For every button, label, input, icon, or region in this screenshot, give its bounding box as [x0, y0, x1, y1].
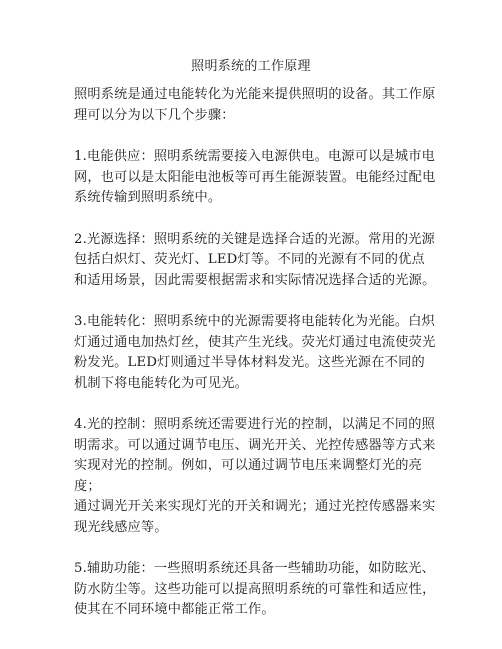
paragraph-light-control: 4.光的控制：照明系统还需要进行光的控制，以满足不同的照 明需求。可以通过调节电压、调光开关、光控传感器等方式来 实现对光的控制。例如，可以通过调节电压来调整灯光的亮度； 通过调光开关来实现灯光的开关和调光；通过光控传感器来实 现光线感应等。 — [74, 417, 436, 535]
paragraph-power-supply: 1.电能供应：照明系统需要接入电源供电。电源可以是城市电 网，也可以是太阳能电池板等可再生能源装置。电能经过配电 系统传输到照明系统中。 — [74, 149, 436, 205]
paragraph-light-source: 2.光源选择：照明系统的关键是选择合适的光源。常用的光源 包括白炽灯、荧光灯、LED灯等。不同的光源有不同的优点 和适用场景，因此需要根据需求和实际情况选择合适的光源。 — [74, 231, 436, 288]
paragraph-intro: 照明系统是通过电能转化为光能来提供照明的设备。其工作原 理可以分为以下几个步骤： — [74, 87, 436, 123]
document-body — [74, 85, 438, 642]
document-title: 照明系统的工作原理 — [191, 59, 311, 74]
paragraph-auxiliary-functions: 5.辅助功能：一些照明系统还具备一些辅助功能，如防眩光、 防水防尘等。这些功能可以提高照明系统的可靠性和适应性， 使其在不同环境中都能正常工作。 — [74, 561, 436, 617]
paragraph-energy-conversion: 3.电能转化：照明系统中的光源需要将电能转化为光能。白炽 灯通过通电加热灯丝，使其产生光线。荧光灯通过电流使荧光 粉发光。LED灯则通过半导体材料发光。这些光源在不同的 机制下将电能转化为可见光。 — [74, 314, 436, 391]
